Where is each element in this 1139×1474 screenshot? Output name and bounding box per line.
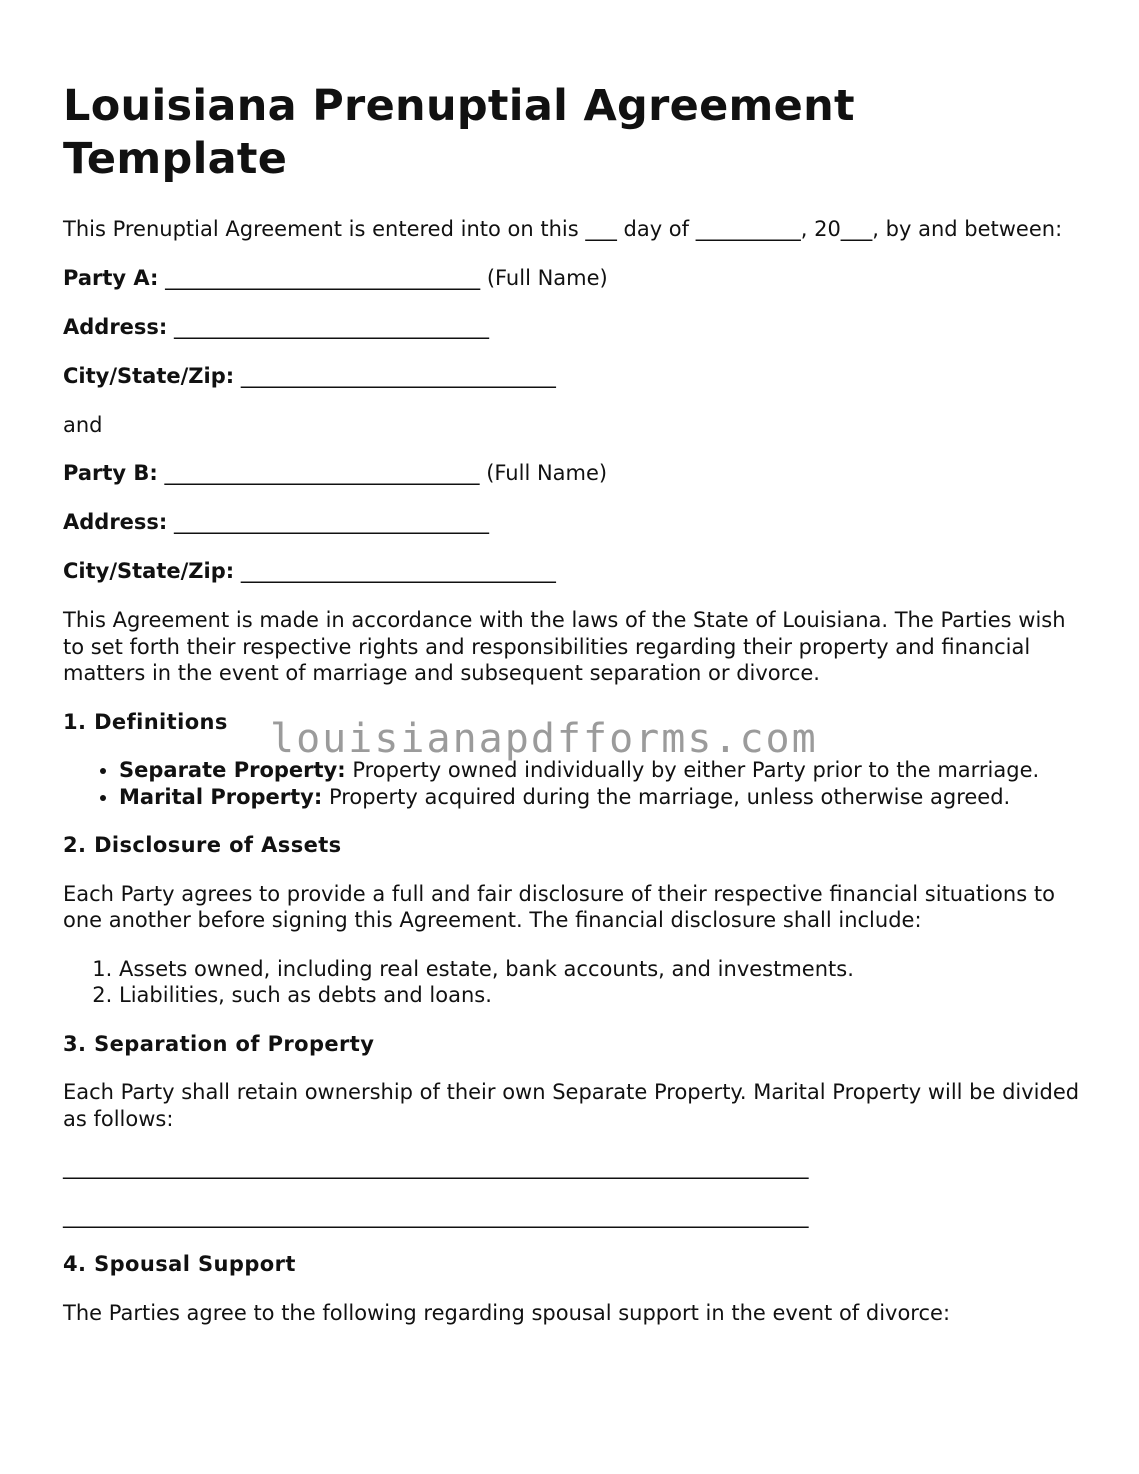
party-b-address-blank[interactable]: ______________________________ — [174, 510, 490, 534]
definition-term: Separate Property: — [119, 758, 346, 782]
document-title: Louisiana Prenuptial Agreement Template — [63, 81, 855, 184]
section-1-heading: 1. Definitions — [63, 709, 228, 734]
party-a-name-blank[interactable]: ______________________________ — [165, 265, 481, 290]
definition-text: Property acquired during the marriage, unless otherwise agreed. — [328, 784, 1011, 809]
section-2-body: Each Party agrees to provide a full and fair disclosure of their respective financial situations to one another before signing this Agreement. The financial disclosure shall include: — [63, 881, 1055, 932]
section-2-heading: 2. Disclosure of Assets — [63, 833, 342, 857]
party-a-name-label: Party A: — [63, 265, 159, 290]
intro-paragraph: This Prenuptial Agreement is entered into on this ___ day of __________, 20___, by and between: — [63, 217, 1063, 241]
watermark-text: louisianapdfforms.com — [270, 716, 818, 762]
section-3-heading: 3. Separation of Property — [63, 1031, 375, 1056]
party-b-name-blank[interactable]: ______________________________ — [164, 461, 480, 485]
party-a-name-hint: (Full Name) — [486, 265, 608, 290]
party-b-name-label: Party B: — [63, 461, 158, 485]
and-text: and — [63, 412, 103, 437]
list-item: 2. Liabilities, such as debts and loans. — [119, 982, 1093, 1009]
section-3-body: Each Party shall retain ownership of their own Separate Property. Marital Property will be divided as follows: — [63, 1080, 1080, 1131]
party-b-name-hint: (Full Name) — [486, 461, 608, 485]
definitions-list — [63, 757, 1093, 810]
definition-text: Property owned individually by either Party prior to the marriage. — [352, 758, 1040, 782]
party-a-address-field — [63, 314, 1093, 341]
party-b-city-blank[interactable]: ______________________________ — [240, 559, 556, 583]
party-b-address-label: Address: — [63, 510, 168, 534]
division-blank-line-1[interactable]: _______________________________________________________________________ — [63, 1155, 809, 1179]
disclosure-list — [63, 956, 1093, 1009]
section-4-body: The Parties agree to the following regarding spousal support in the event of divorce: — [63, 1300, 951, 1325]
purpose-paragraph: This Agreement is made in accordance with the laws of the State of Louisiana. The Parties wish to set forth their respective rights and responsibilities regarding their property and financial matters in the event of marriage and subsequent separation or divorce. — [63, 608, 1066, 685]
definition-term: Marital Property: — [119, 784, 323, 809]
party-b-city-label: City/State/Zip: — [63, 559, 235, 583]
party-a-city-label: City/State/Zip: — [63, 363, 235, 388]
party-a-address-label: Address: — [63, 314, 168, 339]
party-a-city-blank[interactable]: ______________________________ — [240, 363, 556, 388]
list-item — [119, 784, 1093, 811]
party-a-city-field — [63, 363, 1093, 390]
party-b-name-field — [63, 460, 1093, 487]
section-4-heading: 4. Spousal Support — [63, 1252, 296, 1276]
party-a-address-blank[interactable]: ______________________________ — [174, 314, 490, 339]
division-blank-line-2[interactable]: _______________________________________________________________________ — [63, 1203, 809, 1228]
party-b-city-field — [63, 558, 1093, 585]
party-a-name-field — [63, 265, 1093, 292]
list-item: 1. Assets owned, including real estate, bank accounts, and investments. — [119, 956, 1093, 983]
party-b-address-field — [63, 509, 1093, 536]
document-page — [63, 80, 1093, 1348]
